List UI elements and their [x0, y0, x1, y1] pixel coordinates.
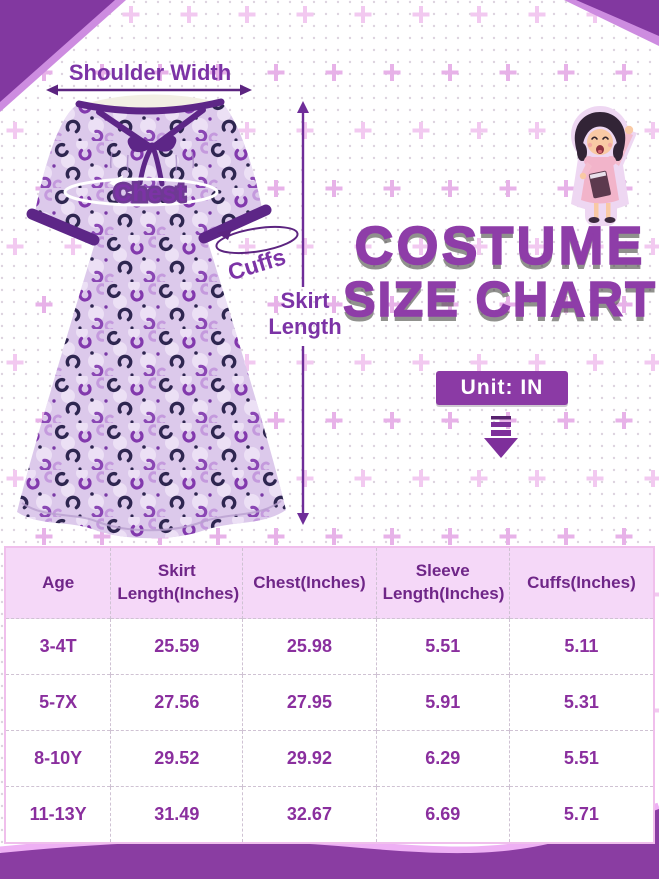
cell-age: 8-10Y: [6, 731, 111, 787]
page-title-line1: COSTUME: [354, 216, 646, 276]
column-header-cuffs: Cuffs(Inches): [509, 548, 653, 619]
chest-label: Chest: [114, 180, 186, 207]
skirt-length-arrow: [297, 101, 309, 525]
table-header-row: [6, 548, 653, 619]
cell-chest: 32.67: [243, 787, 376, 843]
shoulder-width-label: Shoulder Width: [68, 60, 232, 85]
cell-cuffs: 5.71: [509, 787, 653, 843]
cell-skirt-length: 31.49: [111, 787, 243, 843]
size-table-container: [4, 546, 655, 844]
cell-skirt-length: 27.56: [111, 675, 243, 731]
column-header-skirt: Skirt Length(Inches): [111, 548, 243, 619]
cuffs-label: Cuffs: [224, 243, 289, 286]
cell-chest: 27.95: [243, 675, 376, 731]
cell-cuffs: 5.11: [509, 619, 653, 675]
dress-body: [17, 102, 286, 538]
cell-sleeve-length: 5.91: [376, 675, 509, 731]
cell-sleeve-length: 5.51: [376, 619, 509, 675]
cell-age: 5-7X: [6, 675, 111, 731]
page-title-line2: SIZE CHART: [343, 273, 657, 327]
cell-age: 3-4T: [6, 619, 111, 675]
table-row: [6, 731, 653, 787]
cell-sleeve-length: 6.29: [376, 731, 509, 787]
skirt-length-label-line1: Skirt: [280, 288, 330, 313]
column-header-sleeve: Sleeve Length(Inches): [376, 548, 509, 619]
cell-sleeve-length: 6.69: [376, 787, 509, 843]
table-row: [6, 675, 653, 731]
size-table: [6, 548, 653, 842]
column-header-age: Age: [6, 548, 111, 619]
cell-skirt-length: 29.52: [111, 731, 243, 787]
cell-cuffs: 5.31: [509, 675, 653, 731]
table-row: [6, 787, 653, 843]
skirt-length-label-line2: Length: [268, 314, 342, 339]
table-row: [6, 619, 653, 675]
column-header-chest: Chest(Inches): [243, 548, 376, 619]
down-arrow-icon: [481, 416, 521, 460]
cell-chest: 25.98: [243, 619, 376, 675]
cell-chest: 29.92: [243, 731, 376, 787]
unit-badge: Unit: IN: [436, 371, 568, 405]
cell-skirt-length: 25.59: [111, 619, 243, 675]
shoulder-width-arrow: [46, 85, 252, 96]
cell-cuffs: 5.51: [509, 731, 653, 787]
cell-age: 11-13Y: [6, 787, 111, 843]
